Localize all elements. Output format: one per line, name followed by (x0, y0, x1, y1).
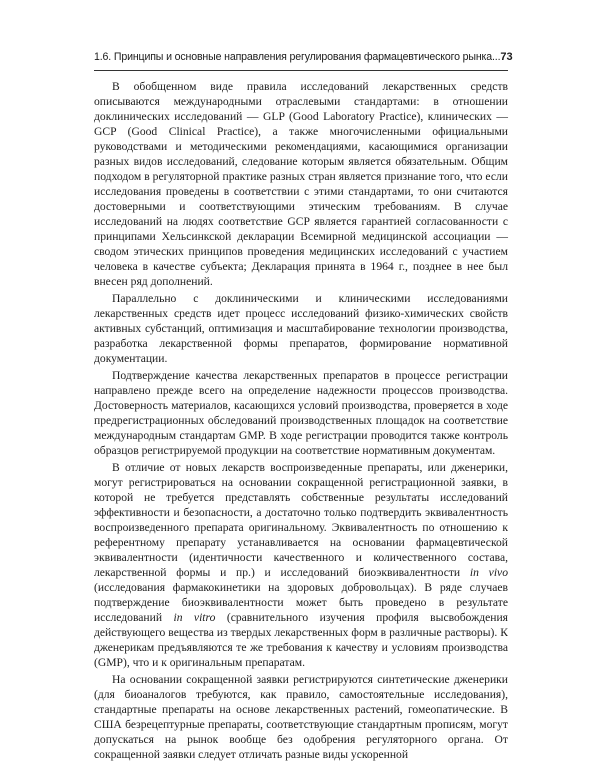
paragraph-abbreviated-application: На основании сокращенной заявки регистрируются синтетические дженерики (для биоаналогов требуются, как правило, самостоятельные исследования), стандартные препараты на основе лекарственных растений, гомеопатические. В США безрецептурные препараты, соответствующие стандартным прописям, могут допускаться на рынок вообще без одобрения регуляторного органа. От сокращенной заявки следует отличать разные виды ускоренной (94, 673, 508, 761)
header-rule (94, 70, 508, 71)
generics-text-a: В отличие от новых лекарств воспроизведенные препараты, или дженерики, могут регистрироваться на основании сокращенной регистрационной заявки, в которой не требуется представлять собственные результаты исследований эффективности и безопасности, а достаточно только подтвердить эквивалентность воспроизведенного препарата оригинальному. Эквивалентность по отношению к референтному препарату устанавливается на основании фармацевтической эквивалентности (идентичности качественного и количественного состава, лекарственной формы и пр.) и исследований биоэквивалентности (94, 461, 508, 579)
body-text (94, 79, 508, 762)
paragraph-standards: В обобщенном виде правила исследований лекарственных средств описываются международными отраслевыми стандартами: в отношении доклинических исследований — GLP (Good Laboratory Practice), клинических — GCP (Good Clinical Practice), а также многочисленными официальными руководствами и методическими рекомендациями, касающимися организации разных видов исследований, следование которым является обязательным. Общим подходом в регуляторной практике разных стран является признание того, что если исследования проведены в соответствии с этими стандартами, то они считаются достоверными и соответствующими этическим требованиям. В случае исследований на людях соответствие GCP является гарантией согласованности с принципами Хельсинкской декларации Всемирной медицинской ассоциации — сводом этических принципов проведения медицинских исследований с участием человека в качестве субъекта; Декларация принята в 1964 г., позднее в нее был внесен ряд дополнений. (94, 80, 508, 288)
paragraph-parallel-research: Параллельно с доклиническими и клиническими исследованиями лекарственных средств идет процесс исследований физико-химических свойств активных субстанций, оптимизация и масштабирование технологии производства, разработка лекарственной формы препаратов, формирование нормативной документации. (94, 292, 508, 365)
running-title: 1.6. Принципы и основные направления регулирования фармацевтического рынка... (94, 51, 501, 63)
paragraph-generics (94, 460, 508, 670)
paragraph-quality-confirmation: Подтверждение качества лекарственных препаратов в процессе регистрации направлено прежде всего на определение надежности процессов производства. Достоверность материалов, касающихся условий производства, проверяется в ходе предрегистрационных обследований производственных площадок на соответствие международным стандартам GMP. В ходе регистрации проводится также контроль образцов регистрируемой продукции на соответствие нормативным документам. (94, 369, 508, 457)
in-vitro-term: in vitro (173, 611, 216, 624)
generics-text-b: (исследования фармакокинетики на здоровых добровольцах). В ряде случаев подтверждение биоэквивалентности может быть проведено в результате исследований (94, 581, 508, 624)
page-number: 73 (500, 51, 513, 63)
generics-text-c: (сравнительного изучения профиля высвобождения действующего вещества из твердых лекарственных форм в различные растворы). К дженерикам предъявляются те же требования к качеству и условиям производства (GMP), что и к оригинальным препаратам. (94, 611, 508, 669)
running-header (94, 51, 513, 68)
in-vivo-term: in vivo (469, 566, 508, 579)
